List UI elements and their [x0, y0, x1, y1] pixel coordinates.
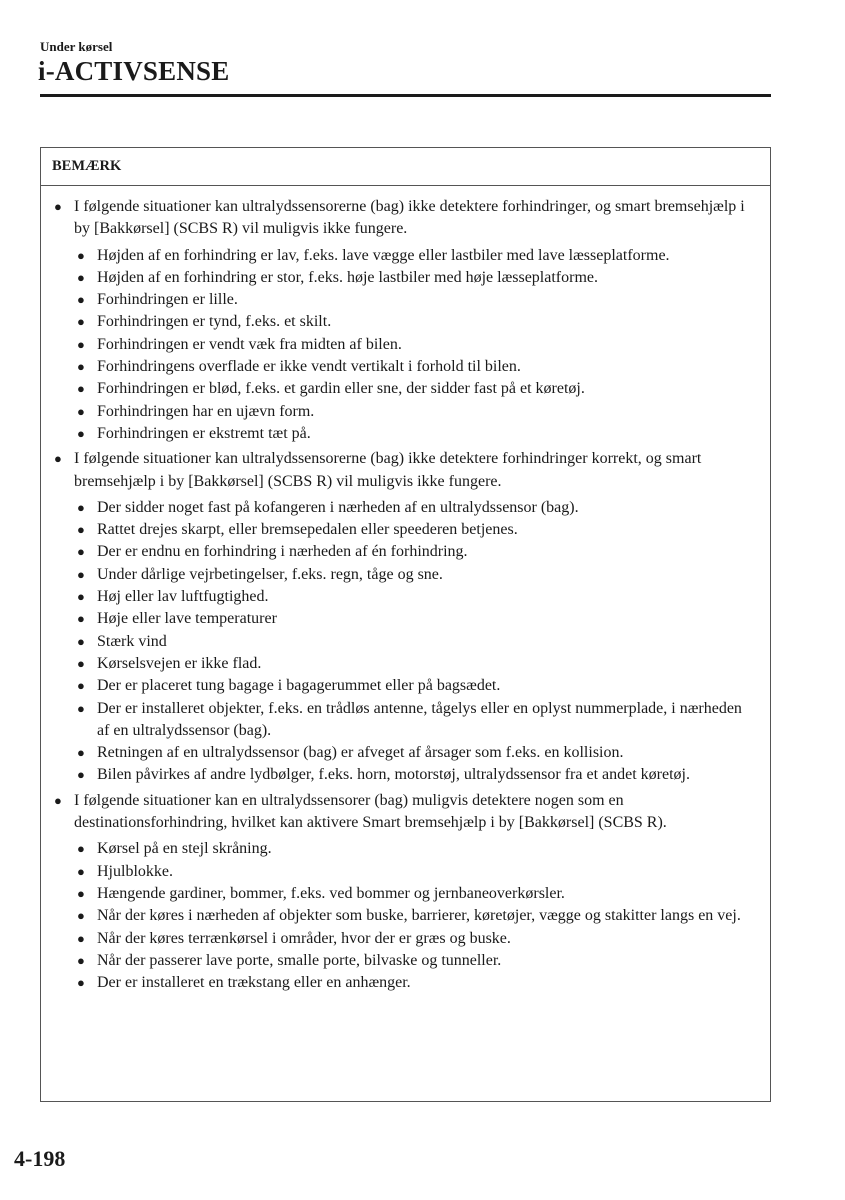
- bullet-icon: ●: [54, 451, 62, 467]
- list-item-text: Hjulblokke.: [97, 862, 173, 880]
- list-item: [77, 586, 758, 608]
- list-item: [77, 564, 758, 586]
- list-item-text: Forhindringen har en ujævn form.: [97, 402, 315, 420]
- list-item-text: Forhindringens overflade er ikke vendt vertikalt i forhold til bilen.: [97, 358, 521, 376]
- list-item: [77, 861, 758, 883]
- list-item-text: Kørsel på en stejl skråning.: [97, 840, 272, 858]
- bullet-icon: ●: [77, 292, 85, 308]
- list-item-text: Når der passerer lave porte, smalle porte, bilvaske og tunneller.: [97, 951, 502, 969]
- list-item-text: Stærk vind: [97, 632, 167, 650]
- list-item-text: Der er endnu en forhindring i nærheden af én forhindring.: [97, 543, 468, 561]
- bullet-icon: ●: [77, 611, 85, 627]
- list-item: [77, 311, 758, 333]
- note-group-text: I følgende situationer kan ultralydssensorerne (bag) ikke detektere forhindringer, og smart bremsehjælp i by [Bakkørsel] (SCBS R) vil muligvis ikke fungere.: [74, 198, 745, 238]
- bullet-icon: ●: [77, 336, 85, 352]
- section-label: Under kørsel: [40, 39, 113, 54]
- list-item-text: Hængende gardiner, bommer, f.eks. ved bommer og jernbaneoverkørsler.: [97, 884, 565, 902]
- note-group: [52, 448, 758, 786]
- list-item-text: Der er placeret tung bagage i bagagerummet eller på bagsædet.: [97, 677, 501, 695]
- list-item: [77, 267, 758, 289]
- list-item-text: Der er installeret objekter, f.eks. en trådløs antenne, tågelys eller en oplyst nummerplade, i nærheden af en ultralydssensor (bag).: [97, 699, 742, 739]
- bullet-icon: ●: [77, 930, 85, 946]
- note-box: [40, 147, 771, 1102]
- list-item-text: Forhindringen er ekstremt tæt på.: [97, 424, 311, 442]
- bullet-icon: ●: [77, 700, 85, 716]
- bullet-icon: ●: [77, 745, 85, 761]
- bullet-icon: ●: [77, 269, 85, 285]
- list-item: [77, 356, 758, 378]
- list-item-text: Høje eller lave temperaturer: [97, 610, 277, 628]
- list-item: [77, 334, 758, 356]
- title-rule: [40, 94, 771, 97]
- bullet-icon: ●: [77, 841, 85, 857]
- bullet-icon: ●: [77, 359, 85, 375]
- list-item: [77, 401, 758, 423]
- bullet-icon: ●: [54, 199, 62, 214]
- list-item: [77, 764, 758, 786]
- list-item: [77, 289, 758, 311]
- bullet-icon: ●: [77, 767, 85, 783]
- list-item-text: Forhindringen er blød, f.eks. et gardin eller sne, der sidder fast på et køretøj.: [97, 380, 585, 398]
- list-item: [77, 675, 758, 697]
- list-item-text: Forhindringen er lille.: [97, 291, 238, 309]
- page-title: i-ACTIVSENSE: [38, 56, 230, 86]
- note-sub-list: [74, 497, 758, 787]
- bullet-icon: ●: [77, 314, 85, 330]
- bullet-icon: ●: [77, 908, 85, 924]
- list-item: [77, 883, 758, 905]
- list-item-text: Bilen påvirkes af andre lydbølger, f.eks. horn, motorstøj, ultralydssensor fra et andet køretøj.: [97, 766, 690, 784]
- bullet-icon: ●: [77, 975, 85, 991]
- note-group: [52, 790, 758, 995]
- list-item-text: Højden af en forhindring er lav, f.eks. lave vægge eller lastbiler med lave læsseplatforme.: [97, 246, 670, 264]
- bullet-icon: ●: [54, 792, 62, 808]
- list-item-text: Højden af en forhindring er stor, f.eks. høje lastbiler med høje læsseplatforme.: [97, 268, 598, 286]
- list-item: [77, 423, 758, 445]
- list-item-text: Høj eller lav luftfugtighed.: [97, 588, 269, 606]
- list-item: [77, 653, 758, 675]
- list-item-text: Retningen af en ultralydssensor (bag) er afveget af årsager som f.eks. en kollision.: [97, 744, 624, 762]
- bullet-icon: ●: [77, 885, 85, 901]
- bullet-icon: ●: [77, 655, 85, 671]
- page-number: 4-198: [14, 1146, 66, 1171]
- list-item: [77, 631, 758, 653]
- list-item: [77, 541, 758, 563]
- bullet-icon: ●: [77, 247, 85, 263]
- list-item: [77, 497, 758, 519]
- note-body: [41, 186, 770, 994]
- list-item-text: Der er installeret en trækstang eller en anhænger.: [97, 974, 411, 992]
- list-item: [77, 519, 758, 541]
- list-item: [77, 742, 758, 764]
- list-item-text: Under dårlige vejrbetingelser, f.eks. regn, tåge og sne.: [97, 565, 443, 583]
- list-item-text: Når der køres i nærheden af objekter som buske, barrierer, køretøjer, vægge og stakitter langs en vej.: [97, 907, 741, 925]
- bullet-icon: ●: [77, 381, 85, 397]
- list-item: [77, 905, 758, 927]
- bullet-icon: ●: [77, 678, 85, 694]
- list-item-text: Når der køres terrænkørsel i områder, hvor der er græs og buske.: [97, 929, 511, 947]
- bullet-icon: ●: [77, 566, 85, 582]
- list-item-text: Kørselsvejen er ikke flad.: [97, 654, 262, 672]
- bullet-icon: ●: [77, 425, 85, 441]
- bullet-icon: ●: [77, 863, 85, 879]
- list-item: [77, 928, 758, 950]
- note-group: [52, 196, 758, 445]
- note-group-text: I følgende situationer kan ultralydssensorerne (bag) ikke detektere forhindringer korrekt, og smart bremsehjælp i by [Bakkørsel] (SCBS R) vil muligvis ikke fungere.: [74, 450, 702, 490]
- note-heading: BEMÆRK: [41, 148, 770, 186]
- bullet-icon: ●: [77, 403, 85, 419]
- list-item-text: Der sidder noget fast på kofangeren i nærheden af en ultralydssensor (bag).: [97, 498, 579, 516]
- bullet-icon: ●: [77, 633, 85, 649]
- list-item-text: Forhindringen er tynd, f.eks. et skilt.: [97, 313, 332, 331]
- list-item: [77, 838, 758, 860]
- note-sub-list: [74, 245, 758, 446]
- list-item: [77, 950, 758, 972]
- list-item-text: Forhindringen er vendt væk fra midten af bilen.: [97, 335, 402, 353]
- bullet-icon: ●: [77, 544, 85, 560]
- bullet-icon: ●: [77, 499, 85, 515]
- list-item: [77, 698, 758, 743]
- bullet-icon: ●: [77, 952, 85, 968]
- list-item: [77, 378, 758, 400]
- list-item: [77, 245, 758, 267]
- list-item: [77, 972, 758, 994]
- list-item: [77, 608, 758, 630]
- note-group-text: I følgende situationer kan en ultralydssensorer (bag) muligvis detektere nogen som en destinationsforhindring, hvilket kan aktivere Smart bremsehjælp i by [Bakkørsel] (SCBS R).: [74, 791, 667, 832]
- bullet-icon: ●: [77, 589, 85, 605]
- note-sub-list: [74, 838, 758, 994]
- bullet-icon: ●: [77, 522, 85, 538]
- list-item-text: Rattet drejes skarpt, eller bremsepedalen eller speederen betjenes.: [97, 521, 518, 539]
